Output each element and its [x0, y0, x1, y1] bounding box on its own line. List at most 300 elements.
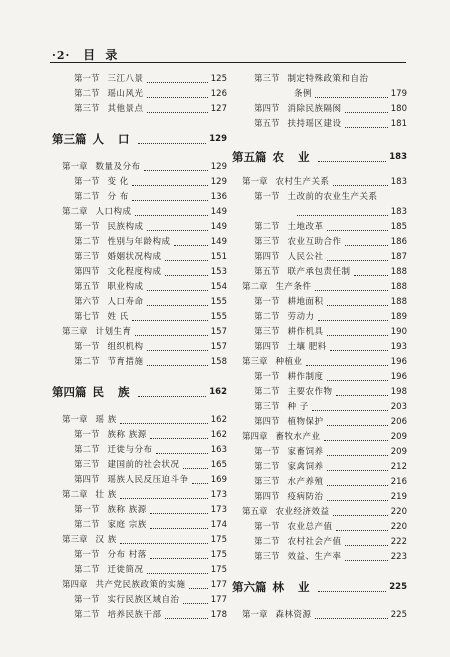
toc-entry-label: 第四篇 — [52, 385, 87, 399]
toc-entry-label: 第二节 — [74, 357, 100, 367]
toc-entry-label: 第一章 — [62, 162, 88, 172]
toc-entry-section — [232, 550, 407, 565]
toc-entry-page: 136 — [210, 192, 227, 202]
toc-entry-title: 人民公社 — [287, 252, 324, 262]
toc-entry-section — [52, 220, 227, 235]
toc-entry-section — [232, 535, 407, 550]
toc-entry-title: 耕地面积 — [287, 297, 324, 307]
toc-entry-title: 水产养殖 — [287, 477, 324, 487]
toc-entry-title: 三江八景 — [107, 74, 144, 84]
toc-entry-page: 177 — [210, 595, 227, 605]
toc-entry-page: 149 — [210, 222, 227, 232]
toc-entry-label: 第二节 — [254, 462, 280, 472]
page-header — [52, 46, 120, 63]
toc-entry-title: 培养民族干部 — [107, 610, 162, 620]
toc-entry-page: 158 — [210, 357, 227, 367]
dot-leader — [318, 320, 388, 321]
dot-leader — [327, 260, 388, 261]
toc-entry-page: 129 — [210, 177, 227, 187]
toc-entry-label: 第二节 — [254, 312, 280, 322]
dot-leader — [315, 618, 388, 619]
toc-entry-title: 瑶 族 — [95, 415, 117, 425]
toc-entry-title: 人口寿命 — [107, 297, 144, 307]
dot-leader — [336, 395, 388, 396]
dot-leader — [183, 468, 208, 469]
toc-entry-page: 187 — [390, 252, 407, 262]
toc-entry-section — [232, 325, 407, 340]
toc-entry-label: 第四节 — [254, 492, 280, 502]
toc-entry-title: 消除民族隔阂 — [287, 104, 342, 114]
dot-leader — [315, 97, 388, 98]
dot-leader — [327, 485, 388, 486]
toc-entry-section — [232, 250, 407, 265]
toc-entry-chapter — [232, 430, 407, 445]
toc-entry-chapter — [232, 280, 407, 295]
toc-entry-page: 188 — [390, 297, 407, 307]
dot-leader — [147, 350, 208, 351]
dot-leader — [333, 515, 388, 516]
dot-leader — [144, 170, 208, 171]
toc-entry-page: 149 — [210, 237, 227, 247]
toc-entry-label: 第五节 — [254, 119, 280, 129]
toc-entry-label: 第三节 — [254, 74, 280, 84]
toc-entry-title: 联产承包责任制 — [287, 267, 351, 277]
toc-entry-title: 制定特殊政策和自治 — [287, 74, 369, 84]
toc-entry-page: 153 — [210, 267, 227, 277]
toc-entry-page: 220 — [390, 507, 407, 517]
toc-entry-title: 迁徙简况 — [107, 565, 144, 575]
toc-entry-page: 149 — [210, 207, 227, 217]
toc-entry-page: 209 — [390, 447, 407, 457]
toc-entry-page: 178 — [210, 610, 227, 620]
toc-entry-page: 173 — [210, 505, 227, 515]
toc-entry-section — [232, 385, 407, 400]
toc-entry-page: 225 — [390, 610, 407, 620]
toc-entry-label: 第五节 — [254, 267, 280, 277]
dot-leader — [174, 245, 208, 246]
dot-leader — [327, 470, 388, 471]
toc-entry-title: 族称 族源 — [107, 505, 147, 515]
dot-leader — [183, 603, 208, 604]
toc-entry-label: 第二节 — [74, 445, 100, 455]
toc-entry-section — [52, 295, 227, 310]
toc-entry-section — [232, 415, 407, 430]
toc-entry-label: 第三章 — [62, 535, 88, 545]
dot-leader — [327, 455, 388, 456]
toc-entry-title: 劳动力 — [287, 312, 315, 322]
toc-entry-title: 人 口 — [92, 132, 135, 146]
toc-entry-page: 151 — [210, 252, 227, 262]
dot-leader — [147, 365, 208, 366]
toc-entry-page: 196 — [390, 372, 407, 382]
dot-leader — [315, 290, 388, 291]
dot-leader — [327, 230, 388, 231]
toc-entry-section — [52, 72, 227, 87]
dot-leader — [336, 530, 388, 531]
dot-leader — [345, 245, 388, 246]
toc-entry-page: 188 — [390, 282, 407, 292]
toc-entry-section — [52, 355, 227, 370]
toc-entry-page: 162 — [209, 387, 227, 397]
toc-entry-title: 计划生育 — [95, 327, 132, 337]
toc-entry-label: 第三节 — [254, 237, 280, 247]
toc-entry-page: 196 — [390, 357, 407, 367]
toc-entry-section — [232, 295, 407, 310]
toc-entry-label: 第一节 — [254, 192, 280, 202]
dot-leader — [147, 573, 208, 574]
toc-entry-title: 壮 族 — [95, 490, 117, 500]
toc-entry-chapter — [52, 533, 227, 548]
toc-entry-section — [232, 310, 407, 325]
dot-leader — [147, 305, 208, 306]
dot-leader — [147, 290, 208, 291]
toc-entry-label: 第三节 — [74, 460, 100, 470]
toc-entry-chapter — [232, 505, 407, 520]
toc-entry-page: 175 — [210, 565, 227, 575]
toc-entry-part — [52, 130, 227, 148]
toc-entry-title: 农村社会产值 — [287, 537, 342, 547]
dot-leader — [330, 350, 388, 351]
toc-entry-section — [52, 280, 227, 295]
toc-entry-label: 第一节 — [254, 522, 280, 532]
toc-entry-title: 数量及分布 — [95, 162, 141, 172]
dot-leader — [120, 543, 208, 544]
toc-entry-label: 第二章 — [62, 490, 88, 500]
toc-entry-title: 汉 族 — [95, 535, 117, 545]
toc-entry-chapter — [232, 355, 407, 370]
toc-entry-page: 174 — [210, 520, 227, 530]
toc-entry-label: 第一章 — [62, 415, 88, 425]
toc-entry-label: 第四节 — [254, 104, 280, 114]
toc-entry-section — [232, 190, 407, 205]
toc-entry-label: 第四节 — [254, 342, 280, 352]
toc-entry-section — [52, 235, 227, 250]
dot-leader — [327, 425, 388, 426]
toc-entry-section — [232, 490, 407, 505]
toc-entry-label: 第七节 — [74, 312, 100, 322]
toc-entry-page: 126 — [210, 89, 227, 99]
toc-entry-title: 瑶山风光 — [107, 89, 144, 99]
dot-leader — [150, 528, 208, 529]
toc-entry-title: 家庭 宗族 — [107, 520, 147, 530]
toc-entry-title: 农业经济效益 — [275, 507, 330, 517]
dot-leader — [156, 453, 208, 454]
toc-entry-section — [52, 340, 227, 355]
toc-entry-page: 155 — [210, 312, 227, 322]
toc-entry-title: 瑶族人民反压迫斗争 — [107, 475, 189, 485]
dot-leader — [165, 618, 208, 619]
toc-entry-label: 第一节 — [254, 447, 280, 457]
toc-entry-label: 第三章 — [62, 327, 88, 337]
toc-entry-label: 第三节 — [254, 402, 280, 412]
toc-entry-title: 民族构成 — [107, 222, 144, 232]
toc-entry-section — [52, 593, 227, 608]
toc-entry-section — [52, 265, 227, 280]
toc-entry-label: 第三节 — [254, 327, 280, 337]
toc-entry-label: 第二节 — [74, 237, 100, 247]
toc-entry-section — [232, 72, 407, 87]
dot-leader — [132, 320, 208, 321]
dot-leader — [138, 143, 207, 144]
toc-entry-label: 第四章 — [62, 580, 88, 590]
toc-entry-chapter — [52, 160, 227, 175]
toc-entry-title: 文化程度构成 — [107, 267, 162, 277]
dot-leader — [147, 230, 208, 231]
toc-entry-section — [52, 175, 227, 190]
toc-entry-page: 165 — [210, 460, 227, 470]
toc-entry-page: 190 — [390, 327, 407, 337]
toc-entry-title: 土地改革 — [287, 222, 324, 232]
toc-entry-title: 疫病防治 — [287, 492, 324, 502]
toc-entry-title: 土改前的农业生产关系 — [287, 192, 378, 202]
toc-entry-label: 第一节 — [74, 222, 100, 232]
dot-leader — [306, 365, 388, 366]
toc-entry-page: 188 — [390, 267, 407, 277]
toc-entry-label: 第一节 — [74, 177, 100, 187]
toc-entry-label: 第一节 — [74, 430, 100, 440]
toc-entry-label: 第二节 — [254, 537, 280, 547]
toc-entry-label: 第二章 — [62, 207, 88, 217]
toc-entry-title: 婚姻状况构成 — [107, 252, 162, 262]
dot-leader — [345, 127, 388, 128]
toc-entry-section — [52, 563, 227, 578]
toc-entry-label: 第三节 — [74, 252, 100, 262]
toc-entry-page: 155 — [210, 297, 227, 307]
dot-leader — [318, 161, 387, 162]
toc-entry-label: 第四节 — [74, 267, 100, 277]
dot-leader — [150, 438, 208, 439]
toc-entry-section — [232, 475, 407, 490]
toc-entry-page: 222 — [390, 537, 407, 547]
toc-entry-title: 森林资源 — [275, 610, 312, 620]
toc-entry-title: 人口构成 — [95, 207, 132, 217]
toc-entry-chapter — [232, 175, 407, 190]
toc-entry-title: 生产条件 — [275, 282, 312, 292]
toc-entry-label: 第一节 — [74, 342, 100, 352]
toc-entry-title: 畜牧水产业 — [275, 432, 321, 442]
page-title: 目 录 — [83, 48, 121, 62]
toc-entry-title: 效益、生产率 — [287, 552, 342, 562]
toc-entry-label: 第四节 — [254, 417, 280, 427]
toc-entry-part — [52, 383, 227, 401]
toc-entry-section — [52, 87, 227, 102]
toc-entry-label: 第一节 — [74, 505, 100, 515]
toc-entry-title: 民 族 — [92, 385, 135, 399]
toc-entry-page: 169 — [210, 475, 227, 485]
dot-leader — [147, 97, 208, 98]
toc-entry-label: 第二节 — [74, 192, 100, 202]
toc-entry-page: 181 — [390, 119, 407, 129]
toc-entry-title: 林 业 — [272, 580, 315, 594]
dot-leader — [324, 440, 388, 441]
toc-entry-page: 179 — [390, 89, 407, 99]
toc-entry-title: 性别与年龄构成 — [107, 237, 171, 247]
toc-entry-chapter — [52, 205, 227, 220]
toc-entry-title: 建国前的社会状况 — [107, 460, 180, 470]
toc-entry-label: 第三节 — [254, 552, 280, 562]
toc-entry-title: 土壤 肥料 — [287, 342, 327, 352]
toc-entry-section — [52, 518, 227, 533]
toc-entry-title: 农业总产值 — [287, 522, 333, 532]
dot-leader — [312, 410, 388, 411]
dot-leader — [165, 260, 208, 261]
toc-entry-page: 162 — [210, 430, 227, 440]
toc-entry-title: 组织机构 — [107, 342, 144, 352]
dot-leader — [327, 335, 388, 336]
toc-entry-section — [52, 428, 227, 443]
toc-entry-page: 219 — [390, 492, 407, 502]
toc-entry-label: 第五篇 — [232, 150, 267, 164]
toc-entry-page: 163 — [210, 445, 227, 455]
toc-entry-section — [52, 503, 227, 518]
toc-entry-label: 第四节 — [74, 475, 100, 485]
toc-entry-label: 第二节 — [74, 520, 100, 530]
toc-entry-page: 177 — [210, 580, 227, 590]
toc-entry-title: 职业构成 — [107, 282, 144, 292]
dot-leader — [132, 185, 208, 186]
toc-entry-part — [232, 148, 407, 166]
toc-entry-label: 第二节 — [254, 387, 280, 397]
toc-entry-section — [232, 460, 407, 475]
toc-entry-title: 分 布 — [107, 192, 129, 202]
toc-entry-page: 175 — [210, 550, 227, 560]
toc-entry-title: 家禽饲养 — [287, 462, 324, 472]
page-marker: ·2· — [52, 49, 71, 62]
toc-entry-label: 第六节 — [74, 297, 100, 307]
toc-entry-label: 第二章 — [242, 282, 268, 292]
toc-entry-label: 第一节 — [74, 550, 100, 560]
toc-entry-page: 180 — [390, 104, 407, 114]
toc-entry-title: 条例 — [294, 89, 313, 99]
toc-entry-label: 第五节 — [74, 282, 100, 292]
dot-leader — [192, 483, 208, 484]
toc-entry-section — [52, 250, 227, 265]
toc-entry-title: 农业互助合作 — [287, 237, 342, 247]
toc-entry-section — [52, 190, 227, 205]
toc-entry-section — [52, 548, 227, 563]
toc-entry-section — [232, 520, 407, 535]
toc-entry-title: 种 子 — [287, 402, 309, 412]
toc-entry-label: 第二节 — [254, 222, 280, 232]
dot-leader — [354, 275, 388, 276]
toc-entry-section — [232, 117, 407, 132]
toc-entry-section — [232, 102, 407, 117]
toc-entry-label: 第一节 — [74, 595, 100, 605]
toc-entry-title: 植物保护 — [287, 417, 324, 427]
dot-leader — [327, 380, 388, 381]
dot-leader — [165, 275, 208, 276]
toc-entry-page: 223 — [390, 552, 407, 562]
toc-entry-page: 220 — [390, 522, 407, 532]
toc-entry-page: 209 — [390, 432, 407, 442]
toc-entry-chapter — [52, 488, 227, 503]
toc-entry-page: 186 — [390, 237, 407, 247]
toc-entry-label: 第一章 — [242, 610, 268, 620]
toc-entry-page: 175 — [210, 535, 227, 545]
toc-entry-page: 189 — [390, 312, 407, 322]
dot-leader — [147, 112, 208, 113]
toc-entry-page: 206 — [390, 417, 407, 427]
dot-leader — [150, 558, 208, 559]
dot-leader — [120, 423, 208, 424]
toc-entry-section — [232, 370, 407, 385]
toc-entry-title: 农 业 — [272, 150, 315, 164]
toc-entry-page: 173 — [210, 490, 227, 500]
dot-leader — [138, 396, 207, 397]
toc-entry-section — [52, 608, 227, 623]
header-rule — [50, 62, 406, 63]
toc-entry-section — [52, 443, 227, 458]
toc-entry-section — [52, 310, 227, 325]
toc-entry-section — [232, 400, 407, 415]
toc-entry-label: 第三节 — [254, 477, 280, 487]
dot-leader — [120, 498, 208, 499]
toc-entry-section — [52, 473, 227, 488]
toc-entry-page: 183 — [389, 152, 407, 162]
toc-entry-chapter — [52, 578, 227, 593]
toc-entry-chapter — [52, 413, 227, 428]
toc-entry-title: 实行民族区域自治 — [107, 595, 180, 605]
toc-entry-page: 225 — [389, 582, 407, 592]
toc-entry-page: 127 — [210, 104, 227, 114]
toc-entry-cont — [232, 87, 407, 102]
toc-entry-title: 节育措施 — [107, 357, 144, 367]
toc-entry-title: 家畜饲养 — [287, 447, 324, 457]
dot-leader — [135, 215, 208, 216]
toc-entry-page: 212 — [390, 462, 407, 472]
toc-entry-page: 154 — [210, 282, 227, 292]
toc-entry-label: 第四节 — [254, 252, 280, 262]
dot-leader — [345, 112, 388, 113]
toc-entry-label: 第五章 — [242, 507, 268, 517]
toc-entry-page: 183 — [390, 177, 407, 187]
toc-entry-page: 183 — [390, 207, 407, 217]
toc-entry-title: 耕作机具 — [287, 327, 324, 337]
dot-leader — [345, 545, 388, 546]
toc-entry-title: 共产党民族政策的实施 — [95, 580, 186, 590]
dot-leader — [297, 215, 388, 216]
toc-entry-page: 129 — [209, 134, 227, 144]
dot-leader — [150, 513, 208, 514]
toc-entry-section — [232, 265, 407, 280]
toc-entry-title: 种植业 — [275, 357, 303, 367]
toc-entry-title: 农村生产关系 — [275, 177, 330, 187]
toc-entry-page: 216 — [390, 477, 407, 487]
toc-entry-page: 125 — [210, 74, 227, 84]
toc-entry-page: 203 — [390, 402, 407, 412]
dot-leader — [318, 591, 387, 592]
dot-leader — [135, 335, 208, 336]
dot-leader — [147, 82, 208, 83]
toc-entry-title: 族称 族源 — [107, 430, 147, 440]
toc-entry-label: 第二节 — [74, 89, 100, 99]
toc-entry-title: 耕作制度 — [287, 372, 324, 382]
toc-entry-page: 157 — [210, 342, 227, 352]
toc-entry-section — [232, 445, 407, 460]
dot-leader — [327, 500, 388, 501]
dot-leader — [132, 200, 208, 201]
toc-entry-label: 第二节 — [74, 610, 100, 620]
toc-entry-label: 第四章 — [242, 432, 268, 442]
toc-entry-title: 迁徙与分布 — [107, 445, 153, 455]
toc-entry-section — [52, 458, 227, 473]
toc-entry-section — [52, 102, 227, 117]
toc-entry-chapter — [232, 608, 407, 623]
dot-leader — [327, 305, 388, 306]
toc-entry-title: 扶持瑶区建设 — [287, 119, 342, 129]
toc-entry-label: 第三章 — [242, 357, 268, 367]
toc-entry-part — [232, 578, 407, 596]
